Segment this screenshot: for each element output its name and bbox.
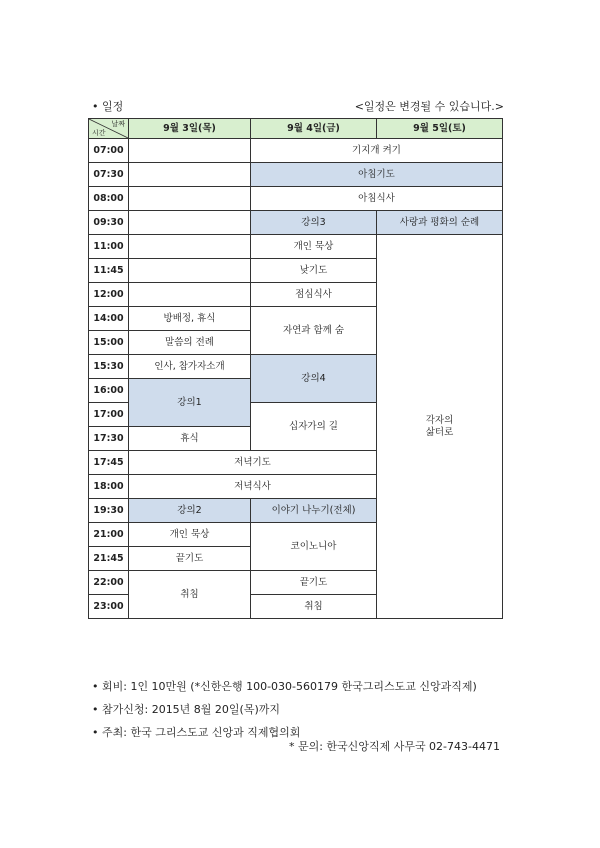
empty-cell (129, 235, 251, 259)
event-cell: 기지개 켜기 (251, 139, 503, 163)
time-cell: 21:00 (89, 523, 129, 547)
time-cell: 19:30 (89, 499, 129, 523)
event-cell: 강의2 (129, 499, 251, 523)
event-cell: 강의4 (251, 355, 377, 403)
day-header: 9월 4일(금) (251, 119, 377, 139)
table-row (89, 139, 503, 163)
table-row (89, 235, 503, 259)
event-cell: 점심식사 (251, 283, 377, 307)
table-header-row (89, 119, 503, 139)
event-cell: 휴식 (129, 427, 251, 451)
time-cell: 18:00 (89, 475, 129, 499)
event-cell: 각자의 삶터로 (377, 235, 503, 619)
event-cell: 개인 묵상 (129, 523, 251, 547)
time-cell: 16:00 (89, 379, 129, 403)
event-cell: 끝기도 (251, 571, 377, 595)
table-row (89, 211, 503, 235)
event-cell: 방배정, 휴식 (129, 307, 251, 331)
time-cell: 17:30 (89, 427, 129, 451)
event-cell: 저녁기도 (129, 451, 377, 475)
event-cell: 아침식사 (251, 187, 503, 211)
event-cell: 취침 (251, 595, 377, 619)
time-cell: 09:30 (89, 211, 129, 235)
empty-cell (129, 163, 251, 187)
event-cell: 말씀의 전례 (129, 331, 251, 355)
event-cell: 끝기도 (129, 547, 251, 571)
table-row (89, 163, 503, 187)
event-cell: 코이노니아 (251, 523, 377, 571)
day-header: 9월 5일(토) (377, 119, 503, 139)
event-cell: 아침기도 (251, 163, 503, 187)
table-row (89, 187, 503, 211)
event-cell: 개인 묵상 (251, 235, 377, 259)
time-cell: 15:30 (89, 355, 129, 379)
corner-time-label: 시간 (92, 128, 106, 137)
empty-cell (129, 139, 251, 163)
time-cell: 21:45 (89, 547, 129, 571)
event-cell: 강의3 (251, 211, 377, 235)
time-cell: 07:30 (89, 163, 129, 187)
contact-note: * 문의: 한국신앙직제 사무국 02-743-4471 (288, 740, 500, 753)
event-cell: 인사, 참가자소개 (129, 355, 251, 379)
registration-note: • 참가신청: 2015년 8월 20일(목)까지 (92, 703, 281, 716)
empty-cell (129, 259, 251, 283)
notes-section (92, 675, 477, 744)
event-cell: 자연과 함께 숨 (251, 307, 377, 355)
event-cell: 강의1 (129, 379, 251, 427)
corner-cell (89, 119, 129, 139)
time-cell: 08:00 (89, 187, 129, 211)
time-cell: 23:00 (89, 595, 129, 619)
time-cell: 11:00 (89, 235, 129, 259)
time-cell: 22:00 (89, 571, 129, 595)
time-cell: 17:00 (89, 403, 129, 427)
schedule-change-notice: <일정은 변경될 수 있습니다.> (354, 100, 504, 113)
event-cell: 이야기 나누기(전체) (251, 499, 377, 523)
time-cell: 15:00 (89, 331, 129, 355)
time-cell: 12:00 (89, 283, 129, 307)
corner-date-label: 날짜 (111, 120, 125, 128)
schedule-table (88, 118, 503, 619)
day-header: 9월 3일(목) (129, 119, 251, 139)
time-cell: 07:00 (89, 139, 129, 163)
empty-cell (129, 283, 251, 307)
event-cell: 낮기도 (251, 259, 377, 283)
time-cell: 14:00 (89, 307, 129, 331)
time-cell: 11:45 (89, 259, 129, 283)
schedule-heading: • 일정 (92, 100, 124, 113)
event-cell: 사랑과 평화의 순례 (377, 211, 503, 235)
event-cell: 십자가의 길 (251, 403, 377, 451)
empty-cell (129, 211, 251, 235)
fee-note: • 회비: 1인 10만원 (*신한은행 100-030-560179 한국그리스도교 신앙과직제) (92, 680, 477, 693)
event-cell: 취침 (129, 571, 251, 619)
organizer-note: • 주최: 한국 그리스도교 신앙과 직제협의회 (92, 726, 301, 739)
event-cell: 저녁식사 (129, 475, 377, 499)
empty-cell (129, 187, 251, 211)
time-cell: 17:45 (89, 451, 129, 475)
